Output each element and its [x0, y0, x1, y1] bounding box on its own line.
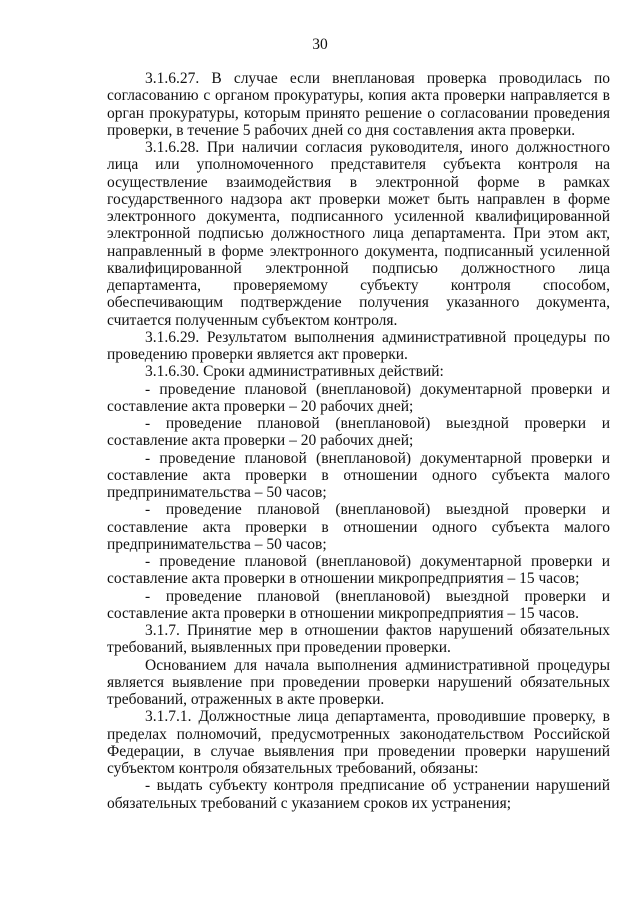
document-body	[107, 70, 610, 812]
paragraph-3-1-6-28: 3.1.6.28. При наличии согласия руководителя, иного должностного лица или уполномоченного представителя субъекта контроля на осуществление взаимодействия в электронной форме в рамках государственного надзора акт проверки может быть направлен в форме электронного документа, подписанного усиленной квалифицированной электронной подписью должностного лица департамента. При этом акт, направленный в форме электронного документа, подписанный усиленной квалифицированной электронной подписью должностного лица департамента, проверяемому субъекту контроля способом, обеспечивающим подтверждение получения указанного документа, считается полученным субъектом контроля.	[107, 139, 610, 329]
list-item: - проведение плановой (внеплановой) выездной проверки и составление акта проверки в отношении одного субъекта малого предпринимательства – 50 часов;	[107, 501, 610, 553]
paragraph-3-1-7-1: 3.1.7.1. Должностные лица департамента, проводившие проверку, в пределах полномочий, предусмотренных законодательством Российской Федерации, в случае выявления при проведении проверки нарушений субъектом контроля обязательных требований, обязаны:	[107, 708, 610, 777]
list-item: - проведение плановой (внеплановой) выездной проверки и составление акта проверки в отношении микропредприятия – 15 часов.	[107, 587, 610, 622]
list-item: - проведение плановой (внеплановой) документарной проверки и составление акта проверки в отношении микропредприятия – 15 часов;	[107, 553, 610, 588]
paragraph-3-1-6-29: 3.1.6.29. Результатом выполнения административной процедуры по проведению проверки является акт проверки.	[107, 328, 610, 363]
paragraph-basis: Основанием для начала выполнения административной процедуры является выявление при проведении проверки нарушений обязательных требований, отраженных в акте проверки.	[107, 656, 610, 708]
page-number: 30	[312, 36, 328, 53]
paragraph-3-1-7: 3.1.7. Принятие мер в отношении фактов нарушений обязательных требований, выявленных при проведении проверки.	[107, 622, 610, 657]
paragraph-3-1-6-30: 3.1.6.30. Сроки административных действий:	[145, 363, 444, 381]
list-item: - проведение плановой (внеплановой) выездной проверки и составление акта проверки – 20 рабочих дней;	[107, 415, 610, 450]
list-item: - проведение плановой (внеплановой) документарной проверки и составление акта проверки в отношении одного субъекта малого предпринимательства – 50 часов;	[107, 449, 610, 501]
list-item: - выдать субъекту контроля предписание об устранении нарушений обязательных требований с указанием сроков их устранения;	[107, 777, 610, 812]
list-item: - проведение плановой (внеплановой) документарной проверки и составление акта проверки – 20 рабочих дней;	[107, 380, 610, 415]
paragraph-3-1-6-27: 3.1.6.27. В случае если внеплановая проверка проводилась по согласованию с органом прокуратуры, копия акта проверки направляется в орган прокуратуры, которым принято решение о согласовании проведения проверки, в течение 5 рабочих дней со дня составления акта проверки.	[107, 70, 610, 139]
